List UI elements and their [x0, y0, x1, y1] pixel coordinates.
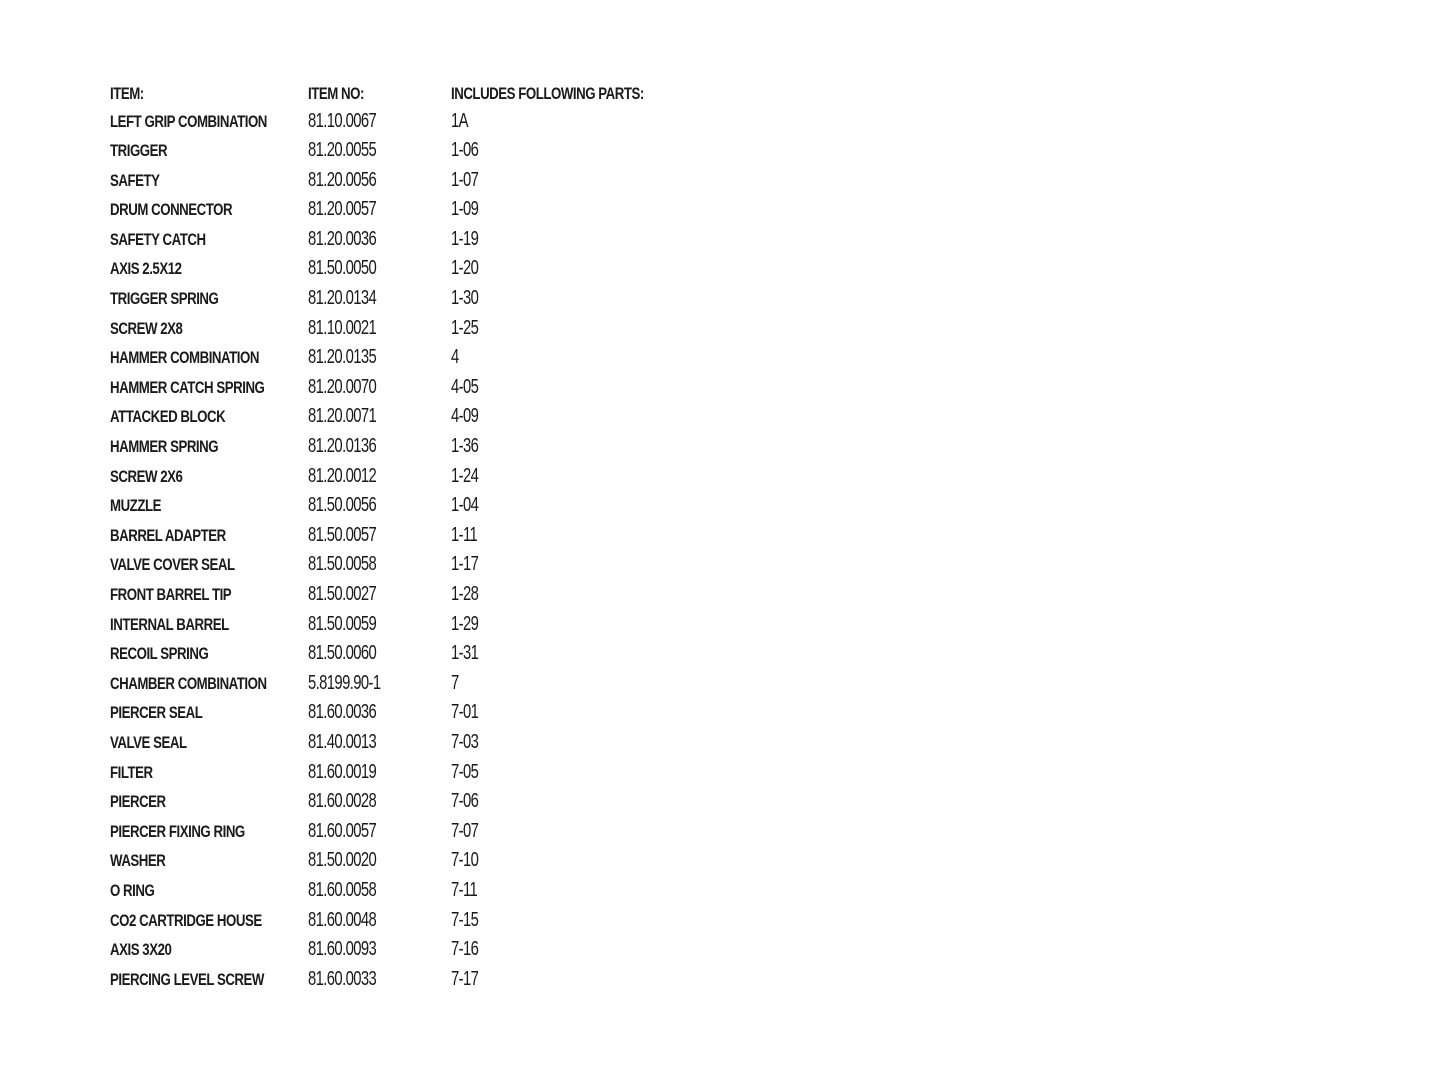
- item-number: 81.50.0059: [308, 612, 377, 635]
- included-parts: 7-10: [451, 849, 479, 872]
- item-number: 81.60.0048: [308, 908, 377, 931]
- header-row: [110, 80, 810, 107]
- item-name: MUZZLE: [110, 496, 161, 516]
- item-number: 81.50.0057: [308, 523, 377, 546]
- table-row: [110, 344, 810, 374]
- included-parts: 1-07: [451, 168, 479, 191]
- table-row: [110, 225, 810, 255]
- item-number: 81.10.0067: [308, 109, 377, 132]
- table-row: [110, 936, 810, 966]
- included-parts: 4: [451, 346, 459, 369]
- included-parts: 7-07: [451, 819, 479, 842]
- item-number: 81.20.0136: [308, 435, 377, 458]
- item-number: 81.60.0036: [308, 701, 377, 724]
- included-parts: 7: [451, 671, 459, 694]
- item-number: 81.40.0013: [308, 730, 377, 753]
- item-name: HAMMER SPRING: [110, 437, 219, 457]
- table-row: [110, 433, 810, 463]
- included-parts: 1A: [451, 109, 468, 132]
- table-row: [110, 758, 810, 788]
- item-name: TRIGGER: [110, 141, 168, 161]
- header-item-no: ITEM NO:: [308, 83, 364, 103]
- table-row: [110, 285, 810, 315]
- included-parts: 1-06: [451, 139, 479, 162]
- item-name: ATTACKED BLOCK: [110, 407, 226, 427]
- included-parts: 7-17: [451, 967, 479, 990]
- item-name: SCREW 2X8: [110, 318, 183, 338]
- parts-list: [110, 80, 810, 995]
- item-number: 81.60.0058: [308, 878, 377, 901]
- included-parts: 1-36: [451, 435, 479, 458]
- table-row: [110, 492, 810, 522]
- item-number: 81.60.0033: [308, 967, 377, 990]
- header-item: ITEM:: [110, 83, 144, 103]
- item-name: RECOIL SPRING: [110, 644, 209, 664]
- included-parts: 1-17: [451, 553, 479, 576]
- item-name: AXIS 3X20: [110, 940, 172, 960]
- included-parts: 1-09: [451, 198, 479, 221]
- table-row: [110, 788, 810, 818]
- table-row: [110, 166, 810, 196]
- table-row: [110, 817, 810, 847]
- item-number: 5.8199.90-1: [308, 671, 381, 694]
- item-name: SCREW 2X6: [110, 466, 183, 486]
- included-parts: 7-11: [451, 878, 478, 901]
- item-number: 81.20.0071: [308, 405, 377, 428]
- item-number: 81.60.0057: [308, 819, 377, 842]
- included-parts: 1-31: [451, 642, 479, 665]
- item-number: 81.50.0060: [308, 642, 377, 665]
- item-number: 81.50.0027: [308, 583, 377, 605]
- table-row: [110, 581, 810, 611]
- item-name: SAFETY CATCH: [110, 229, 206, 249]
- item-number: 81.60.0019: [308, 760, 377, 783]
- item-name: PIERCER: [110, 792, 166, 812]
- item-number: 81.60.0093: [308, 938, 377, 961]
- table-row: [110, 196, 810, 226]
- item-name: PIERCING LEVEL SCREW: [110, 969, 264, 989]
- table-row: [110, 373, 810, 403]
- included-parts: 7-06: [451, 790, 479, 813]
- item-number: 81.20.0055: [308, 139, 377, 162]
- included-parts: 7-15: [451, 908, 479, 931]
- table-row: [110, 137, 810, 167]
- item-number: 81.20.0036: [308, 227, 377, 250]
- table-row: [110, 462, 810, 492]
- included-parts: 1-11: [451, 523, 478, 546]
- item-number: 81.50.0056: [308, 494, 377, 517]
- included-parts: 1-28: [451, 583, 479, 605]
- included-parts: 7-05: [451, 760, 479, 783]
- item-number: 81.20.0135: [308, 346, 377, 369]
- table-row: [110, 847, 810, 877]
- included-parts: 1-19: [451, 227, 479, 250]
- table-row: [110, 669, 810, 699]
- table-row: [110, 728, 810, 758]
- included-parts: 4-05: [451, 375, 479, 398]
- table-row: [110, 906, 810, 936]
- table-row: [110, 965, 810, 995]
- item-number: 81.50.0050: [308, 257, 377, 280]
- item-name: FRONT BARREL TIP: [110, 585, 232, 604]
- item-number: 81.50.0020: [308, 849, 377, 872]
- included-parts: 1-20: [451, 257, 479, 280]
- included-parts: 7-16: [451, 938, 479, 961]
- included-parts: 1-25: [451, 316, 479, 339]
- item-name: VALVE SEAL: [110, 732, 187, 752]
- table-row: [110, 107, 810, 137]
- included-parts: 1-04: [451, 494, 479, 517]
- item-name: CHAMBER COMBINATION: [110, 673, 267, 693]
- item-number: 81.20.0056: [308, 168, 377, 191]
- item-number: 81.20.0134: [308, 287, 377, 310]
- item-number: 81.20.0057: [308, 198, 377, 221]
- item-name: VALVE COVER SEAL: [110, 555, 235, 575]
- item-name: DRUM CONNECTOR: [110, 200, 233, 220]
- included-parts: 4-09: [451, 405, 479, 428]
- item-name: SAFETY: [110, 170, 160, 190]
- table-row: [110, 255, 810, 285]
- included-parts: 7-03: [451, 730, 479, 753]
- item-name: PIERCER FIXING RING: [110, 821, 245, 841]
- included-parts: 7-01: [451, 701, 479, 724]
- included-parts: 1-30: [451, 287, 479, 310]
- item-name: CO2 CARTRIDGE HOUSE: [110, 910, 262, 930]
- table-row: [110, 876, 810, 906]
- item-name: O RING: [110, 880, 155, 900]
- item-name: WASHER: [110, 851, 166, 871]
- table-row: [110, 699, 810, 729]
- item-number: 81.60.0028: [308, 790, 377, 813]
- item-name: TRIGGER SPRING: [110, 289, 219, 309]
- table-row: [110, 610, 810, 640]
- table-row: [110, 640, 810, 670]
- item-name: INTERNAL BARREL: [110, 614, 229, 634]
- item-number: 81.20.0070: [308, 375, 377, 398]
- item-number: 81.10.0021: [308, 316, 377, 339]
- table-row: [110, 551, 810, 581]
- included-parts: 1-29: [451, 612, 479, 635]
- item-name: PIERCER SEAL: [110, 703, 203, 723]
- item-name: HAMMER CATCH SPRING: [110, 377, 265, 397]
- included-parts: 1-24: [451, 464, 479, 487]
- parts-rows: [110, 107, 810, 995]
- table-row: [110, 403, 810, 433]
- item-number: 81.20.0012: [308, 464, 377, 487]
- table-row: [110, 314, 810, 344]
- header-parts: INCLUDES FOLLOWING PARTS:: [451, 83, 644, 103]
- item-name: FILTER: [110, 762, 153, 782]
- item-name: HAMMER COMBINATION: [110, 348, 259, 368]
- item-name: BARREL ADAPTER: [110, 525, 226, 545]
- item-number: 81.50.0058: [308, 553, 377, 576]
- item-name: LEFT GRIP COMBINATION: [110, 111, 267, 131]
- item-name: AXIS 2.5X12: [110, 259, 182, 279]
- table-row: [110, 521, 810, 551]
